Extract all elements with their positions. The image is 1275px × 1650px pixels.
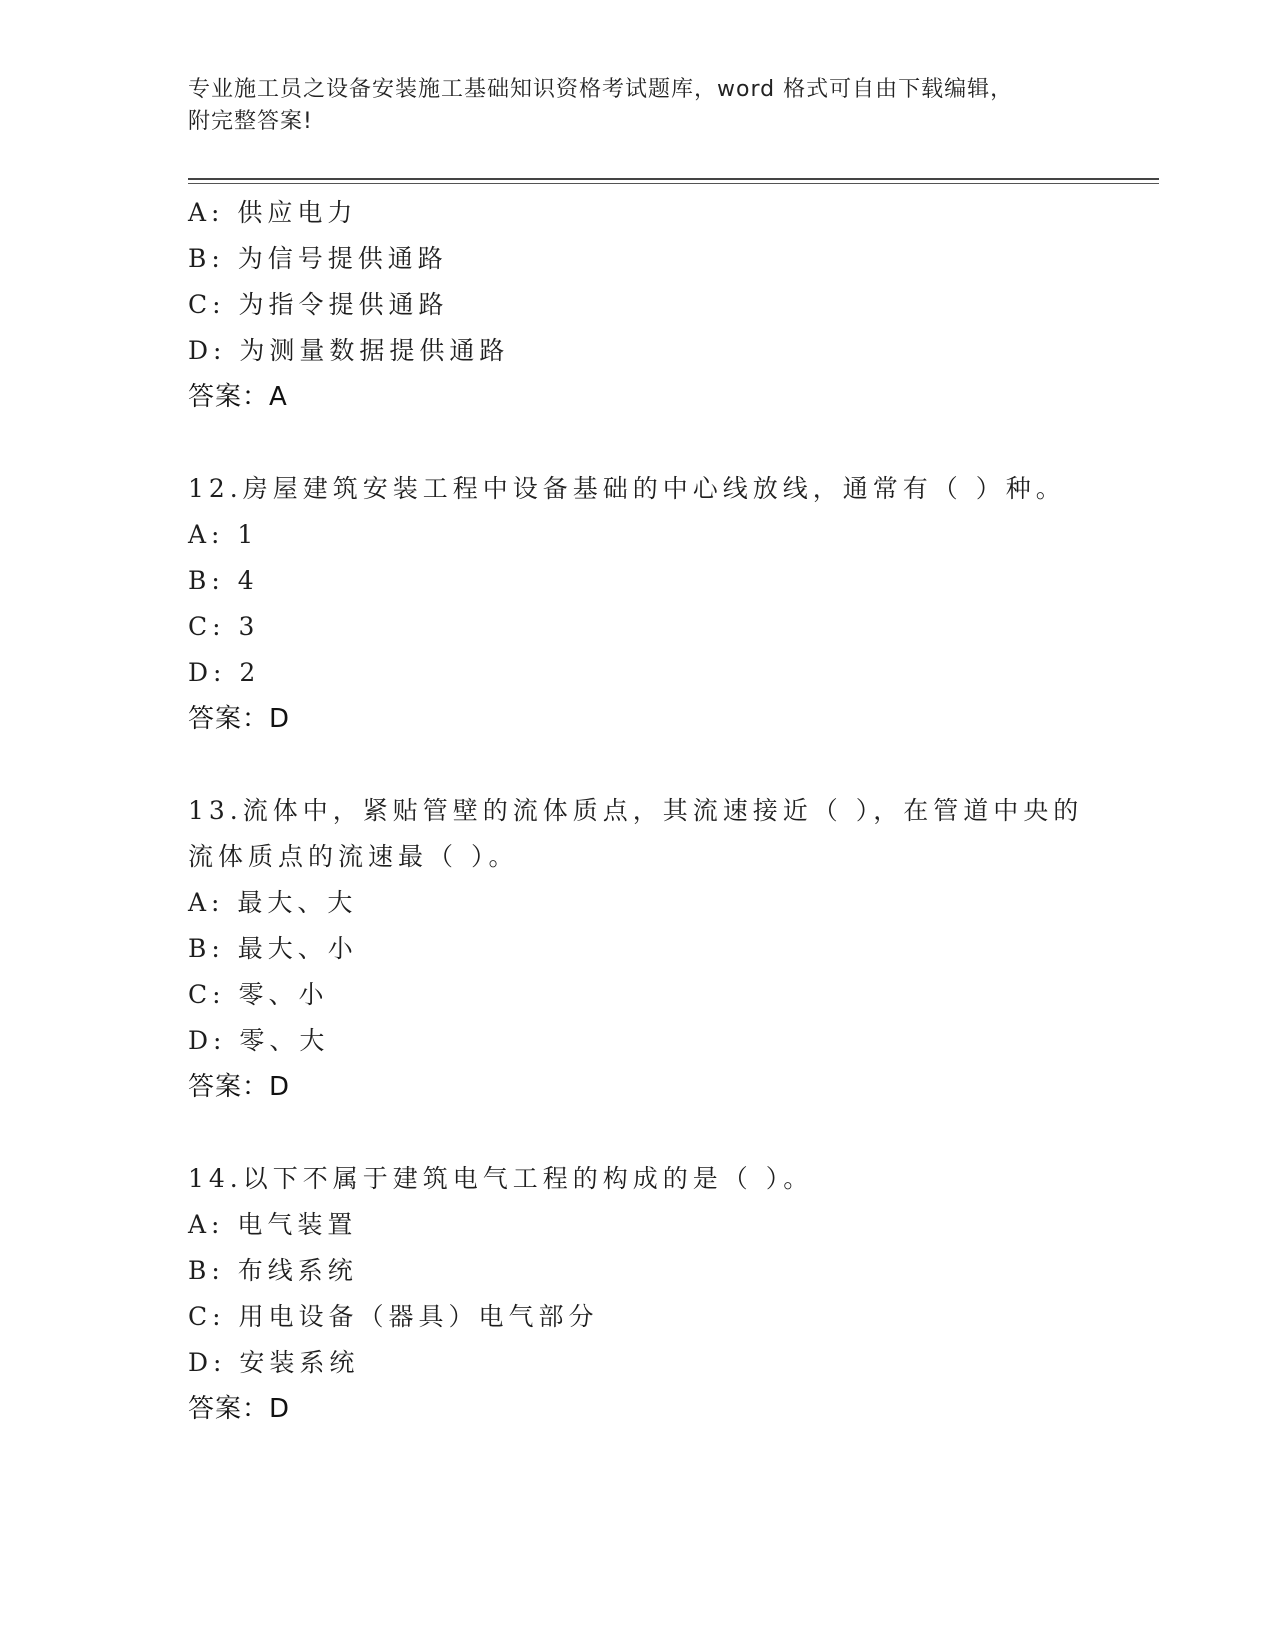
option-d: D: 为测量数据提供通路 <box>188 336 510 365</box>
option-d: D: 安装系统 <box>188 1348 360 1377</box>
option-a: A: 电气装置 <box>188 1210 358 1239</box>
option-a: A: 最大、大 <box>188 888 358 917</box>
question-stem: 14.以下不属于建筑电气工程的构成的是（ ）。 <box>188 1164 814 1193</box>
option-c: C: 为指令提供通路 <box>188 290 449 319</box>
option-c: C: 零、小 <box>188 980 329 1009</box>
option-a: A: 供应电力 <box>188 198 358 227</box>
question-spacer <box>188 1110 1148 1156</box>
answer-line: 答案：D <box>188 1072 291 1102</box>
option-b: B: 布线系统 <box>188 1256 358 1285</box>
question-block-13 <box>188 788 1148 1110</box>
question-stem: 12.房屋建筑安装工程中设备基础的中心线放线，通常有（ ）种。 <box>188 474 1066 503</box>
header-divider-thin <box>188 183 1159 184</box>
option-a: A: 1 <box>188 520 259 549</box>
option-b: B: 4 <box>188 566 259 595</box>
option-d: D: 2 <box>188 658 261 687</box>
answer-line: 答案：D <box>188 1394 291 1424</box>
question-block-12 <box>188 466 1148 742</box>
option-b: B: 为信号提供通路 <box>188 244 448 273</box>
answer-line: 答案：A <box>188 382 288 412</box>
option-c: C: 3 <box>188 612 260 641</box>
question-spacer <box>188 420 1148 466</box>
header-divider-thick <box>188 178 1159 180</box>
question-stem-continued: 流体质点的流速最（ ）。 <box>188 842 519 871</box>
option-c: C: 用电设备（器具）电气部分 <box>188 1302 599 1331</box>
option-d: D: 零、大 <box>188 1026 330 1055</box>
answer-line: 答案：D <box>188 704 291 734</box>
header-line-2: 附完整答案! <box>188 109 313 134</box>
question-block-continued <box>188 190 1148 420</box>
header-line-1: 专业施工员之设备安装施工基础知识资格考试题库，word 格式可自由下载编辑， <box>188 77 1014 102</box>
question-spacer <box>188 742 1148 788</box>
document-header <box>188 74 1068 138</box>
option-b: B: 最大、小 <box>188 934 358 963</box>
question-block-14 <box>188 1156 1148 1432</box>
question-stem: 13.流体中，紧贴管壁的流体质点，其流速接近（ ），在管道中央的 <box>188 796 1084 825</box>
question-content <box>188 190 1148 1432</box>
